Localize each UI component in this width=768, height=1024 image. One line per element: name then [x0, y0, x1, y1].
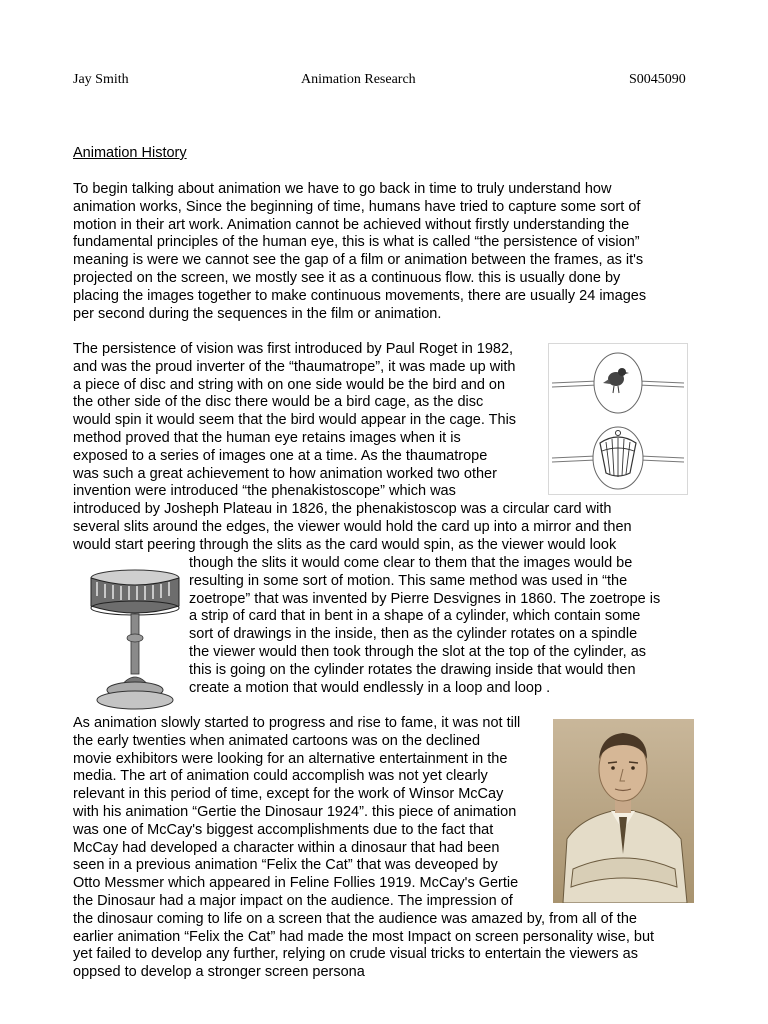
- text-line: fundamental principles of the human eye, this is what is called “the persistence of vision”: [73, 234, 640, 251]
- text-line: projected on the screen, we mostly see it as a continuous flow. this is usually done by: [73, 269, 621, 286]
- thaumatrope-image: [548, 343, 688, 495]
- text-line: a piece of disc and string with on one side would be the bird and on: [73, 376, 506, 393]
- header-author: Jay Smith: [73, 72, 129, 87]
- zoetrope-image: [87, 568, 183, 712]
- text-line: would start peering through the slits as the card would spin, as the viewer would look: [73, 536, 617, 553]
- text-line: meaning is were we cannot see the gap of a film or animation between the frames, as it's: [73, 252, 644, 269]
- text-line: McCay had developed a character within a dinosaur that had been: [73, 839, 500, 856]
- text-line: with his animation “Gertie the Dinosaur 1924”. this piece of animation: [73, 803, 517, 820]
- text-line: Otto Messmer which appeared in Feline Follies 1919. McCay's Gertie: [73, 875, 519, 892]
- paragraph-zoetrope: [189, 555, 660, 697]
- text-line: several slits around the edges, the viewer would hold the card up into a mirror and then: [73, 518, 632, 535]
- text-line: a strip of card that in bent in a shape of a cylinder, which contain some: [189, 608, 641, 625]
- text-line: media. The art of animation could accomplish was not yet clearly: [73, 768, 488, 785]
- header-student-id: S0045090: [629, 72, 686, 87]
- text-line: resulting in some sort of motion. This same method was used in “the: [189, 572, 628, 589]
- text-line: oppsed to develop a stronger screen persona: [73, 964, 365, 981]
- text-line: To begin talking about animation we have to go back in time to truly understand how: [73, 181, 612, 197]
- text-line: per second during the sequences in the film or animation.: [73, 305, 442, 322]
- text-line: method proved that the human eye retains images when it is: [73, 429, 461, 446]
- text-line: relevant in this period of time, except for the work of Winsor McCay: [73, 786, 504, 803]
- text-line: the dinosaur coming to life on a screen that the audience was amazed by, from all of the: [73, 910, 637, 927]
- text-line: zoetrope” that was invented by Pierre Desvignes in 1860. The zoetrope is: [189, 590, 661, 607]
- text-line: yet failed to develop any further, relying on crude visual tricks to entertain the viewers as: [73, 946, 638, 963]
- text-line: sort of drawings in the inside, then as the cylinder rotates on a spindle: [189, 626, 638, 643]
- text-line: the early twenties when animated cartoons was on the declined: [73, 732, 481, 749]
- text-line: would spin it would seem that the bird would appear in the cage. This: [73, 412, 517, 429]
- text-line: seen in a previous animation “Felix the Cat” that was deveoped by: [73, 857, 498, 874]
- section-heading: Animation History: [73, 145, 187, 161]
- text-line: earlier animation “Felix the Cat” had made the most Impact on screen personality wise, but: [73, 928, 655, 945]
- text-line: exposed to a series of images one at a time. As the thaumatrope: [73, 447, 488, 464]
- text-line: The persistence of vision was first introduced by Paul Roget in 1982,: [73, 341, 514, 357]
- text-line: motion in their art work. Animation cannot be achieved without firstly understanding the: [73, 216, 630, 233]
- text-line: was such a great achievement to how animation worked two other: [73, 465, 497, 482]
- text-line: animation works, Since the beginning of time, humans have tried to capture some sort of: [73, 198, 641, 215]
- text-line: the Dinosaur had a major impact on the audience. The impression of: [73, 892, 513, 909]
- paragraph-intro: [73, 181, 646, 323]
- text-line: introduced by Josheph Plateau in 1826, the phenakistoscop was a circular card with: [73, 501, 612, 518]
- header-title: Animation Research: [301, 72, 416, 87]
- text-line: though the slits it would come clear to them that the images would be: [189, 555, 633, 571]
- text-line: placing the images together to make continuous movements, there are usually 24 images: [73, 287, 647, 304]
- portrait-photo: [553, 719, 694, 903]
- text-line: and was the proud inverter of the “thaumatrope”, it was made up with: [73, 358, 516, 375]
- text-line: the other side of the disc there would be a bird cage, as the disc: [73, 394, 484, 411]
- text-line: was one of McCay's biggest accomplishments due to the fact that: [73, 821, 494, 838]
- text-line: the viewer would then took through the slot at the top of the cylinder, as: [189, 643, 647, 660]
- text-line: invention were introduced “the phenakistoscope” which was: [73, 483, 456, 500]
- text-line: this is going on the cylinder rotates the drawing inside that would then: [189, 661, 636, 678]
- text-line: As animation slowly started to progress and rise to fame, it was not till: [73, 715, 521, 731]
- text-line: create a motion that would endlessly in a loop and loop .: [189, 679, 551, 696]
- text-line: movie exhibitors were looking for an alternative entertainment in the: [73, 750, 508, 767]
